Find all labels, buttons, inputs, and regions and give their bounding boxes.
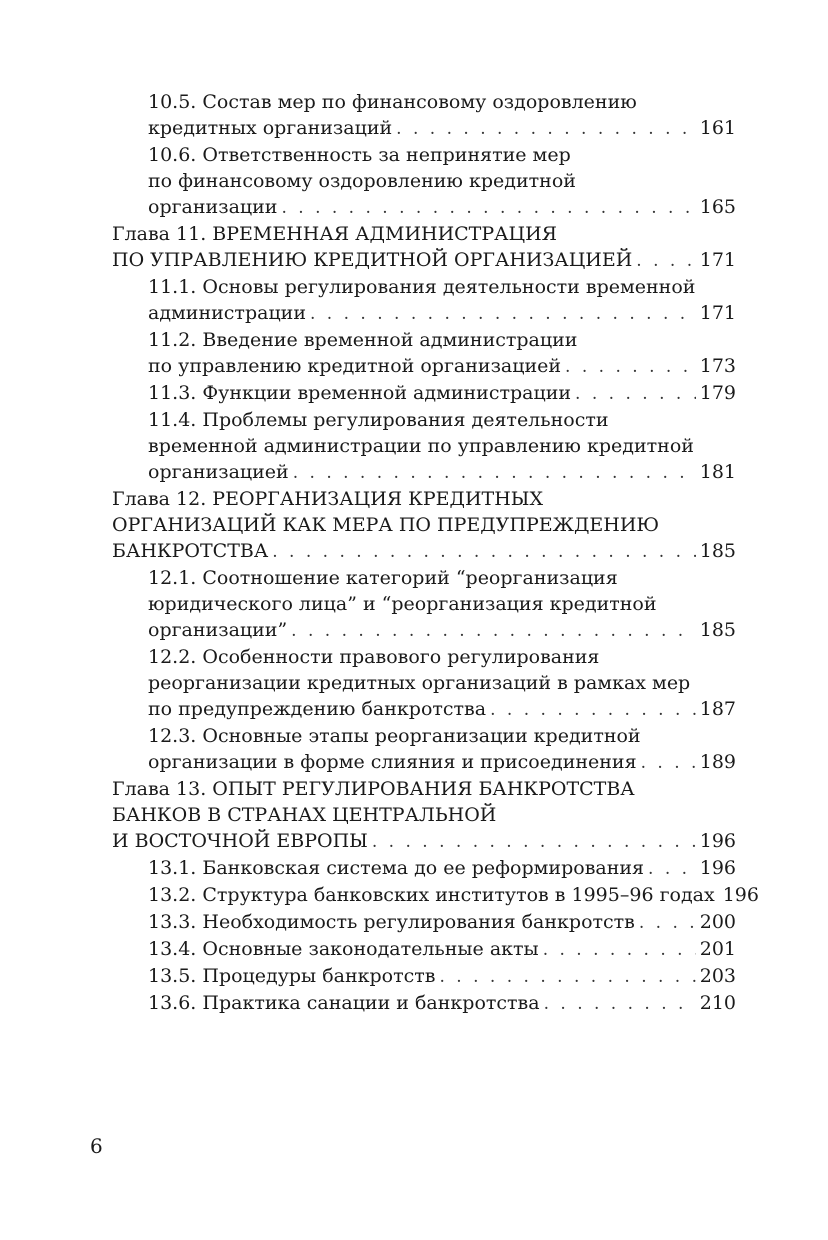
dot-leader bbox=[372, 829, 696, 855]
toc-page-number: 171 bbox=[699, 302, 736, 324]
dot-leader bbox=[291, 618, 696, 644]
toc-section bbox=[112, 990, 736, 1017]
toc-entry-last-line bbox=[112, 538, 736, 565]
toc-page-number: 179 bbox=[699, 382, 736, 404]
toc-entry-last-line bbox=[148, 353, 736, 380]
toc-page-number: 196 bbox=[699, 830, 736, 852]
toc-entry-title-line: 13.6. Практика санации и банкротства bbox=[148, 992, 540, 1014]
toc-section bbox=[112, 565, 736, 644]
toc-entry-title-line: И ВОСТОЧНОЙ ЕВРОПЫ bbox=[112, 830, 368, 852]
toc-entry-title-line: организации” bbox=[148, 619, 288, 641]
toc-page-number: 173 bbox=[699, 355, 736, 377]
dot-leader bbox=[575, 381, 696, 407]
toc-chapter bbox=[112, 486, 736, 565]
toc-page-number: 165 bbox=[699, 196, 736, 218]
toc-entry-title-line: организации bbox=[148, 196, 278, 218]
toc-entry-title-line: Глава 13. ОПЫТ РЕГУЛИРОВАНИЯ БАНКРОТСТВА bbox=[112, 778, 635, 800]
toc-section bbox=[112, 327, 736, 380]
toc-entry-title-line: по финансовому оздоровлению кредитной bbox=[148, 170, 576, 192]
toc-page-number: 189 bbox=[699, 751, 736, 773]
toc-section bbox=[112, 909, 736, 936]
toc-entry-title-line: 13.2. Структура банковских институтов в 1995–96 годах bbox=[148, 884, 715, 906]
dot-leader bbox=[490, 697, 696, 723]
toc-page-number: 203 bbox=[699, 965, 736, 987]
toc-entry-last-line bbox=[148, 963, 736, 990]
toc-entry-title-line: по предупреждению банкротства bbox=[148, 698, 487, 720]
toc-entry-last-line bbox=[148, 990, 736, 1017]
toc-page-number: 161 bbox=[699, 117, 736, 139]
toc-section bbox=[112, 644, 736, 723]
toc-section bbox=[112, 274, 736, 327]
toc-entry-title-line: 12.2. Особенности правового регулирования bbox=[148, 646, 600, 668]
toc-entry-last-line bbox=[148, 300, 736, 327]
toc-entry-last-line bbox=[148, 617, 736, 644]
dot-leader bbox=[648, 856, 696, 882]
toc-entry-last-line bbox=[112, 247, 736, 274]
toc-entry-last-line bbox=[112, 828, 736, 855]
toc-entry-last-line bbox=[148, 855, 736, 882]
toc-entry-title-line: 13.5. Процедуры банкротств bbox=[148, 965, 436, 987]
toc-entry-title-line: организации в форме слияния и присоединения bbox=[148, 751, 637, 773]
dot-leader bbox=[639, 910, 696, 936]
toc-page-number: 200 bbox=[699, 911, 736, 933]
toc-entry-title-line: 12.3. Основные этапы реорганизации кредитной bbox=[148, 725, 641, 747]
toc-page-number: 210 bbox=[699, 992, 736, 1014]
toc-entry-title-line: юридического лица” и “реорганизация кредитной bbox=[148, 593, 657, 615]
toc-entry-title-line: 10.6. Ответственность за непринятие мер bbox=[148, 144, 571, 166]
toc-entry-last-line bbox=[148, 459, 736, 486]
toc-entry-last-line bbox=[148, 380, 736, 407]
page-number: 6 bbox=[90, 1134, 103, 1158]
toc-section bbox=[112, 142, 736, 221]
toc-page-number: 171 bbox=[699, 249, 736, 271]
toc-entry-title-line: 13.4. Основные законодательные акты bbox=[148, 938, 539, 960]
dot-leader bbox=[440, 964, 696, 990]
toc-entry-title-line: 13.1. Банковская система до ее реформирования bbox=[148, 857, 645, 879]
toc-section bbox=[112, 936, 736, 963]
dot-leader bbox=[310, 301, 696, 327]
toc-entry-title-line: 11.3. Функции временной администрации bbox=[148, 382, 572, 404]
toc-entry-title-line: организацией bbox=[148, 461, 289, 483]
toc-page-number: 187 bbox=[699, 698, 736, 720]
toc-entry-title-line: реорганизации кредитных организаций в рамках мер bbox=[148, 672, 691, 694]
toc-page-number: 201 bbox=[699, 938, 736, 960]
toc-entry-title-line: Глава 12. РЕОРГАНИЗАЦИЯ КРЕДИТНЫХ bbox=[112, 488, 544, 510]
dot-leader bbox=[641, 750, 696, 776]
toc-chapter bbox=[112, 221, 736, 274]
dot-leader bbox=[272, 539, 696, 565]
toc-entry-last-line bbox=[148, 936, 736, 963]
toc-entry-title-line: 11.1. Основы регулирования деятельности временной bbox=[148, 276, 696, 298]
toc-section bbox=[112, 89, 736, 142]
toc-entry-last-line bbox=[148, 115, 736, 142]
toc-section bbox=[112, 723, 736, 776]
toc-entry-last-line bbox=[148, 696, 736, 723]
toc-entry-title-line: 11.2. Введение временной администрации bbox=[148, 329, 578, 351]
toc-section bbox=[112, 855, 736, 882]
dot-leader bbox=[281, 195, 695, 221]
toc-entry-title-line: ОРГАНИЗАЦИЙ КАК МЕРА ПО ПРЕДУПРЕЖДЕНИЮ bbox=[112, 514, 660, 536]
dot-leader bbox=[565, 354, 696, 380]
toc-entry-title-line: Глава 11. ВРЕМЕННАЯ АДМИНИСТРАЦИЯ bbox=[112, 223, 558, 245]
toc-entry-title-line: кредитных организаций bbox=[148, 117, 393, 139]
dot-leader bbox=[544, 991, 696, 1017]
dot-leader bbox=[293, 460, 696, 486]
toc-section bbox=[112, 882, 759, 909]
toc-page-number: 185 bbox=[699, 540, 736, 562]
dot-leader bbox=[543, 937, 696, 963]
dot-leader bbox=[636, 248, 695, 274]
toc-page-number: 181 bbox=[699, 461, 736, 483]
toc-entry-title-line: 12.1. Соотношение категорий “реорганизация bbox=[148, 567, 618, 589]
toc-entry-title-line: БАНКОВ В СТРАНАХ ЦЕНТРАЛЬНОЙ bbox=[112, 804, 497, 826]
toc-page-number: 185 bbox=[699, 619, 736, 641]
toc-entry-title-line: 11.4. Проблемы регулирования деятельности bbox=[148, 409, 609, 431]
toc-entry-title-line: ПО УПРАВЛЕНИЮ КРЕДИТНОЙ ОРГАНИЗАЦИЕЙ bbox=[112, 249, 633, 271]
toc-page-number: 196 bbox=[722, 884, 759, 906]
dot-leader bbox=[396, 116, 696, 142]
toc-entry-last-line bbox=[148, 194, 736, 221]
toc-entry-title-line: 10.5. Состав мер по финансовому оздоровлению bbox=[148, 91, 637, 113]
toc-entry-title-line: администрации bbox=[148, 302, 306, 324]
toc-entry-last-line bbox=[148, 909, 736, 936]
toc-entry-title-line: временной администрации по управлению кредитной bbox=[148, 435, 694, 457]
toc-section bbox=[112, 407, 736, 486]
toc-entry-last-line bbox=[148, 882, 759, 909]
toc-section bbox=[112, 380, 736, 407]
toc-entry-title-line: 13.3. Необходимость регулирования банкротств bbox=[148, 911, 635, 933]
toc-section bbox=[112, 963, 736, 990]
table-of-contents bbox=[112, 89, 759, 1017]
toc-entry-title-line: БАНКРОТСТВА bbox=[112, 540, 269, 562]
toc-entry-last-line bbox=[148, 749, 736, 776]
toc-entry-title-line: по управлению кредитной организацией bbox=[148, 355, 562, 377]
toc-page-number: 196 bbox=[699, 857, 736, 879]
toc-chapter bbox=[112, 776, 736, 855]
